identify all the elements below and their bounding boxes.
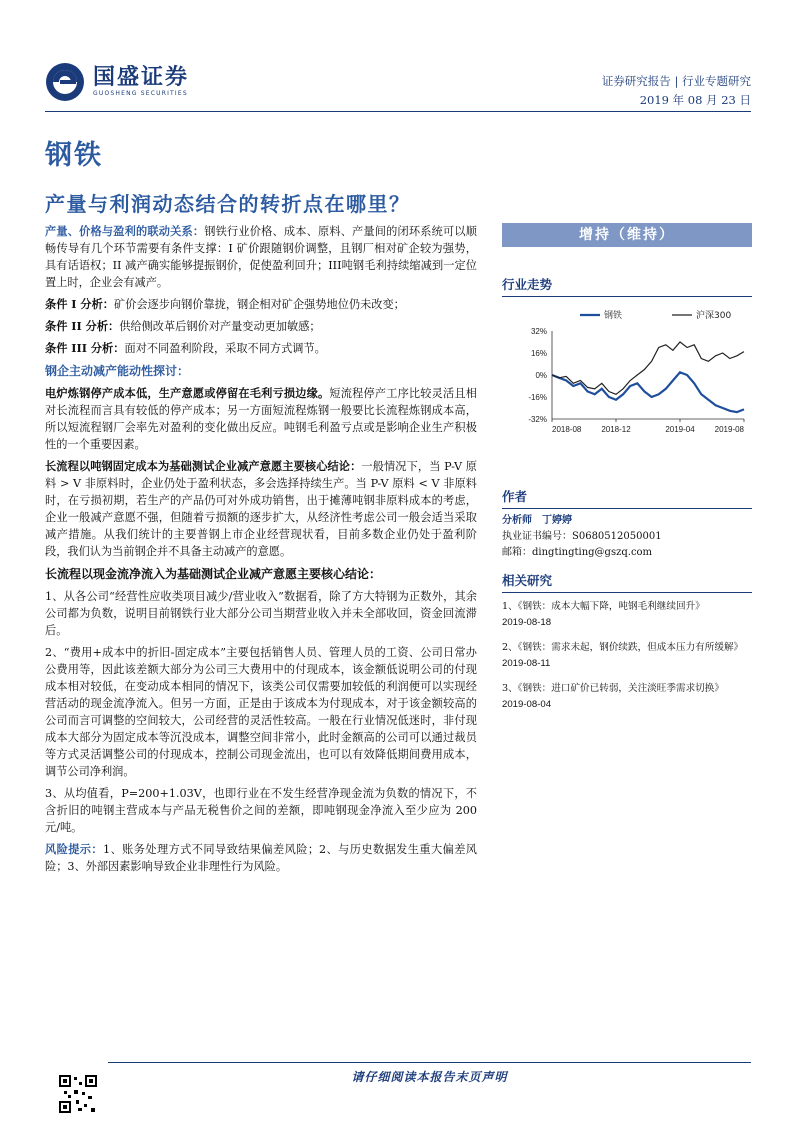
report-title: 产量与利润动态结合的转折点在哪里？ — [45, 192, 411, 216]
x-tick-label: 2019-08 — [714, 425, 744, 434]
body-text: 供给侧改革后钢价对产量变动更加敏感； — [119, 320, 321, 333]
rating-badge: 增持（维持） — [502, 223, 752, 247]
lead-text: 条件 II 分析： — [45, 319, 120, 333]
trend-chart — [502, 301, 752, 451]
body-text: 面对不同盈利阶段，采取不同方式调节。 — [124, 342, 326, 355]
lead-text: 产量、价格与盈利的联动关系： — [45, 224, 205, 238]
trend-heading: 行业走势 — [502, 275, 752, 297]
paragraph: 2、“费用+成本中的折旧-固定成本”主要包括销售人员、管理人员的工资、公司日常办公费用等，因此该差额大部分为公司三大费用中的付现成本，该金额低说明公司的付现成本相对较低，在变动成本相同的情况下，该类公司仅需要加较低的利润便可以实现经营活动的现金流净流入。但另一方面，正是由于该成本为付现成本，对于该金额较高的公司而言可调整的空间较大，公司经营的灵活性较高。一般在行业情况低迷时，非付现成本大部分为固定成本等沉没成本，调整空间非常小，此时金额高的公司可以通过裁员等方式灵活调整公司的付现成本，控制公司现金流出，也可以有效降低期间费用成本，调节公司净利润。 — [45, 646, 477, 778]
body-text: 短流程停产工序比较灵活且相对长流程而言具有较低的停产成本；另一方面短流程炼钢一般要比长流程炼钢成本高，所以短流程钢厂会率先对盈利的变化做出反应。吨钢毛利盈亏点或是影响企业生产积极性的一个重要因素。 — [45, 387, 477, 451]
lead-text: 风险提示： — [45, 842, 104, 856]
company-name-en: GUOSHENG SECURITIES — [93, 90, 188, 97]
analyst-name: 分析师 丁婷婷 — [502, 515, 572, 526]
footer-notice: 请仔细阅读本报告末页声明 — [351, 1070, 508, 1084]
author-heading: 作者 — [502, 487, 752, 509]
y-tick-label: -16% — [528, 393, 547, 402]
related-item[interactable]: 1、《钢铁：成本大幅下降，吨钢毛利继续回升》 — [502, 601, 705, 612]
y-tick-label: -32% — [528, 415, 547, 424]
x-tick-label: 2019-04 — [665, 425, 695, 434]
related-heading: 相关研究 — [502, 571, 752, 593]
legend-label: 钢铁 — [604, 311, 623, 321]
y-tick-label: 32% — [530, 327, 547, 336]
sidebar — [502, 223, 752, 722]
footer-divider — [108, 1062, 751, 1063]
main-body — [45, 223, 477, 880]
related-date: 2019-08-11 — [502, 658, 551, 669]
paragraph — [45, 841, 477, 875]
related-date: 2019-08-18 — [502, 617, 552, 628]
lead-text: 条件 III 分析： — [45, 341, 125, 355]
paragraph — [45, 318, 477, 335]
lead-text: 电炉炼钢停产成本低，生产意愿或停留在毛利亏损边缘。 — [45, 386, 330, 400]
section-heading: 钢企主动减产能动性探讨： — [45, 364, 190, 378]
related-item[interactable]: 3、《钢铁：进口矿价已转弱，关注淡旺季需求切换》 — [502, 683, 724, 694]
series-line — [552, 342, 744, 394]
paragraph: 3、从均值看，P=200+1.03V，也即行业在不发生经营净现金流为负数的情况下，不含折旧的吨钢主营成本与产品无税售价之间的差额，即吨钢现金净流入至少应为 200 元/吨。 — [45, 787, 477, 834]
section-heading: 长流程以现金流净流入为基础测试企业减产意愿主要核心结论： — [45, 567, 382, 581]
body-text: 钢铁行业价格、成本、原料、产量间的闭环系统可以顺畅传导有几个环节需要有条件支撑：I 矿价跟随钢价调整，且钢厂相对矿企较为强势，具有话语权；II 减产确实能够提振钢价，促使盈利回升；III吨钢毛利持续缩减到一定位置上时，企业会有减产。 — [45, 225, 477, 289]
industry-name: 钢铁 — [45, 140, 103, 171]
report-type: 证券研究报告 | 行业专题研究 — [601, 74, 751, 88]
analyst-cert: 执业证书编号：S0680512050001 — [502, 531, 662, 542]
lead-text: 长流程以吨钢固定成本为基础测试企业减产意愿主要核心结论： — [45, 459, 362, 473]
lead-text: 条件 I 分析： — [45, 297, 114, 311]
related-list — [502, 599, 752, 713]
company-logo — [45, 62, 189, 102]
paragraph — [45, 458, 477, 560]
x-tick-label: 2018-12 — [601, 425, 631, 434]
paragraph — [45, 340, 477, 357]
body-text: 1、账务处理方式不同导致结果偏差风险；2、与历史数据发生重大偏差风险；3、外部因素影响导致企业非理性行为风险。 — [45, 843, 477, 873]
paragraph — [45, 296, 477, 313]
series-line — [552, 372, 744, 412]
report-date: 2019 年 08 月 23 日 — [639, 93, 751, 107]
qr-code-icon — [58, 1074, 98, 1114]
body-text: 一般情况下，当 P-V 原料 > V 非原料时，企业仍处于盈利状态，多会选择持续生产。当 P-V 原料 < V 非原料时，在亏损初期，若生产的产品仍可对外成功销售，出于摊薄吨钢非原料成本的考虑，企业一般减产意愿不强，但随着亏损额的逐步扩大，从经济性考虑公司一般会适当采取减产措施。从我们统计的主要普钢上市企业经营现状看，目前多数企业仍处于盈利阶段，我们认为当前钢企并不具备主动减产的意愿。 — [45, 460, 477, 558]
related-date: 2019-08-04 — [502, 699, 552, 710]
analyst-info — [502, 513, 752, 561]
header-divider — [45, 111, 751, 112]
logo-icon — [45, 62, 85, 102]
body-text: 矿价会逐步向钢价靠拢，钢企相对矿企强势地位仍未改变； — [113, 298, 405, 311]
analyst-email[interactable]: 邮箱：dingtingting@gszq.com — [502, 547, 653, 558]
legend-label: 沪深300 — [696, 311, 732, 321]
paragraph — [45, 223, 477, 291]
x-tick-label: 2018-08 — [552, 425, 582, 434]
report-meta — [602, 72, 751, 110]
related-item[interactable]: 2、《钢铁：需求未起，钢价续跌，但成本压力有所缓解》 — [502, 642, 744, 653]
y-tick-label: 16% — [530, 349, 547, 358]
paragraph: 1、从各公司“经营性应收类项目减少/营业收入”数据看，除了方大特钢为正数外，其余公司都为负数，说明目前钢铁行业大部分公司当期营业收入并未全部收回，资金回流滞后。 — [45, 590, 477, 637]
paragraph — [45, 385, 477, 453]
company-name: 国盛证券 — [93, 65, 190, 90]
y-tick-label: 0% — [535, 371, 547, 380]
